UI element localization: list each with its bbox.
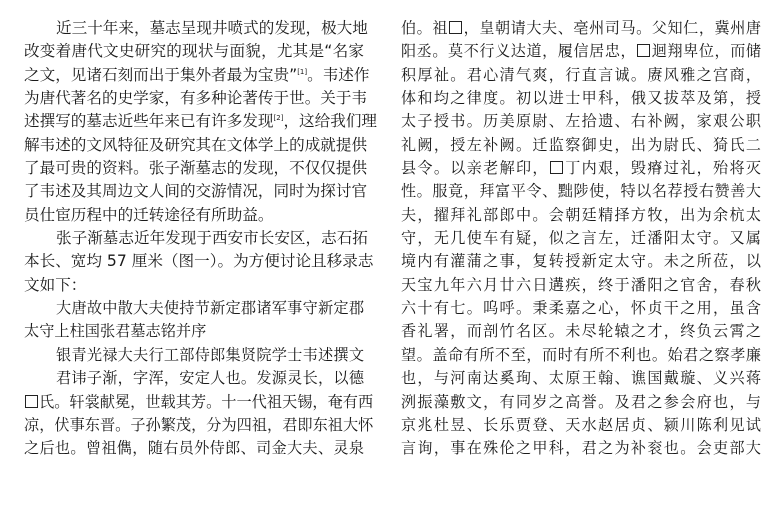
text-line: 京兆杜昱、长乐贾登、天水赵居贞、颍川陈利见试: [401, 415, 761, 434]
text-line: 解韦述的文风特征及研究其在文体学上的成就提供: [24, 135, 368, 154]
text-line: [24, 391, 374, 414]
missing-char-box: [25, 395, 38, 408]
epitaph-body: [24, 367, 374, 460]
text-line: [401, 17, 761, 40]
text-span: 阳丞。莫不行义达道，履信居忠，: [401, 42, 637, 61]
text-line: [24, 110, 378, 133]
missing-char-box: [550, 161, 563, 174]
text-span: 伯。祖: [401, 19, 449, 37]
text-line: 洌振藻敷文，有同岁之高誉。及君之参会府也，与: [401, 392, 761, 411]
text-line: 积厚祉。君心清气爽，行直言诚。赓风雅之宫商，: [401, 65, 761, 84]
text-line: 之后也。曾祖儁，随右员外侍郎、司金大夫、灵泉: [24, 439, 364, 458]
text-line: 也，与河南达奚珣、太原王翰、谯国戴璇、义兴蒋: [401, 369, 761, 388]
text-line: 夫，擢拜礼部郎中。会朝廷精择方牧，出为余杭太: [401, 205, 761, 224]
text-line: 太子授书。历美原尉、左拾遗、右补阙，家艰公职: [401, 112, 761, 131]
text-line: 改变着唐代文史研究的现状与面貌，尤其是“名家: [24, 42, 364, 61]
text-line: 了韦述及其周边文人间的交游情况，同时为探讨官: [24, 182, 368, 201]
text-span: ，这给我们理: [283, 112, 378, 131]
text-span: 迴翔卑位，而储: [651, 42, 761, 61]
footnote-ref-1[interactable]: [1]: [297, 67, 308, 76]
text-line: 天宝九年六月廿六日遘疾，终于潘阳之官舍，春秋: [401, 275, 761, 294]
text-line: 员仕宦历程中的迁转途径有所助益。: [24, 205, 274, 224]
text-line: 体和均之律度。初以进士甲科，俄又拔萃及第，授: [401, 89, 761, 108]
text-line: 守，无几使车有疑，似之言左，迁潘阳太守。又属: [401, 229, 761, 248]
text-line: 文如下：: [24, 275, 87, 294]
text-line: 本长、宽均 57 厘米（图一）。为方便讨论且移录志: [24, 252, 374, 271]
text-span: 之文，见诸石刻而出于集外者最为宝贵”: [24, 65, 298, 84]
text-line: 香礼署，而剖竹名区。未尽轮辕之才，终负云霄之: [401, 322, 761, 341]
missing-char-box: [449, 21, 462, 34]
text-line: 境内有灌蒲之事，复转授新定太守。未之所莅，以: [401, 252, 761, 271]
text-span: 丁内艰，毁瘠过礼，殆将灭: [563, 159, 761, 178]
right-column: [401, 17, 761, 461]
text-line: 性。服竟，拜富平令、黜陟使，特以名荐授右赞善大: [401, 182, 761, 201]
text-line: 了最可贵的资料。张子渐墓志的发现，不仅仅提供: [24, 159, 368, 178]
discovery-paragraph: [24, 227, 374, 297]
epitaph-title: [24, 297, 364, 344]
text-line: 张子渐墓志近年发现于西安市长安区，志石拓: [56, 229, 368, 248]
missing-char-box: [637, 44, 650, 57]
text-line: [24, 64, 370, 87]
text-line: 望。盖命有所不至，而时有所不利也。始君之察孝廉: [401, 345, 761, 364]
intro-paragraph: [24, 17, 378, 227]
epitaph-author: 银青光禄大夫行工部侍郎集贤院学士韦述撰文: [56, 345, 364, 364]
text-line: 礼阙，授左补阙。迁监察御史，出为尉氏、猗氏二: [401, 135, 761, 154]
text-span: 县令。以亲老解印，: [401, 159, 549, 178]
text-line: 凉，伏事东晋。子孙繁茂，分为四祖，君即东祖大怀: [24, 415, 374, 434]
text-line: 六十有七。呜呼。秉柔嘉之心，怀贞干之用，虽含: [401, 299, 761, 318]
text-line: 为唐代著名的史学家，有多种论著传于世。关于韦: [24, 89, 368, 108]
text-line: 言询，事在殊伦之甲科，君之为补衮也。会吏部大: [401, 439, 761, 458]
text-line: [401, 157, 761, 180]
text-line: 太守上柱国张君墓志铭并序: [24, 322, 207, 341]
text-span: 述撰写的墓志近些年来已有许多发现: [24, 112, 274, 131]
left-column: [24, 17, 378, 461]
text-span: 。韦述作: [307, 65, 370, 84]
text-line: 君讳子渐，字浑，安定人也。发源灵长，以德: [56, 369, 364, 388]
footnote-ref-2[interactable]: [2]: [273, 114, 284, 123]
text-span: 氏。轩裳献冕，世载其芳。十一代祖天锡，奄有西: [39, 392, 374, 411]
text-span: ，皇朝请大夫、亳州司马。父知仁，冀州唐: [463, 19, 761, 37]
text-line: 大唐故中散大夫使持节新定郡诸军事守新定郡: [56, 299, 364, 318]
text-line: [401, 40, 761, 63]
text-line: 近三十年来，墓志呈现井喷式的发现，极大地: [56, 19, 368, 37]
